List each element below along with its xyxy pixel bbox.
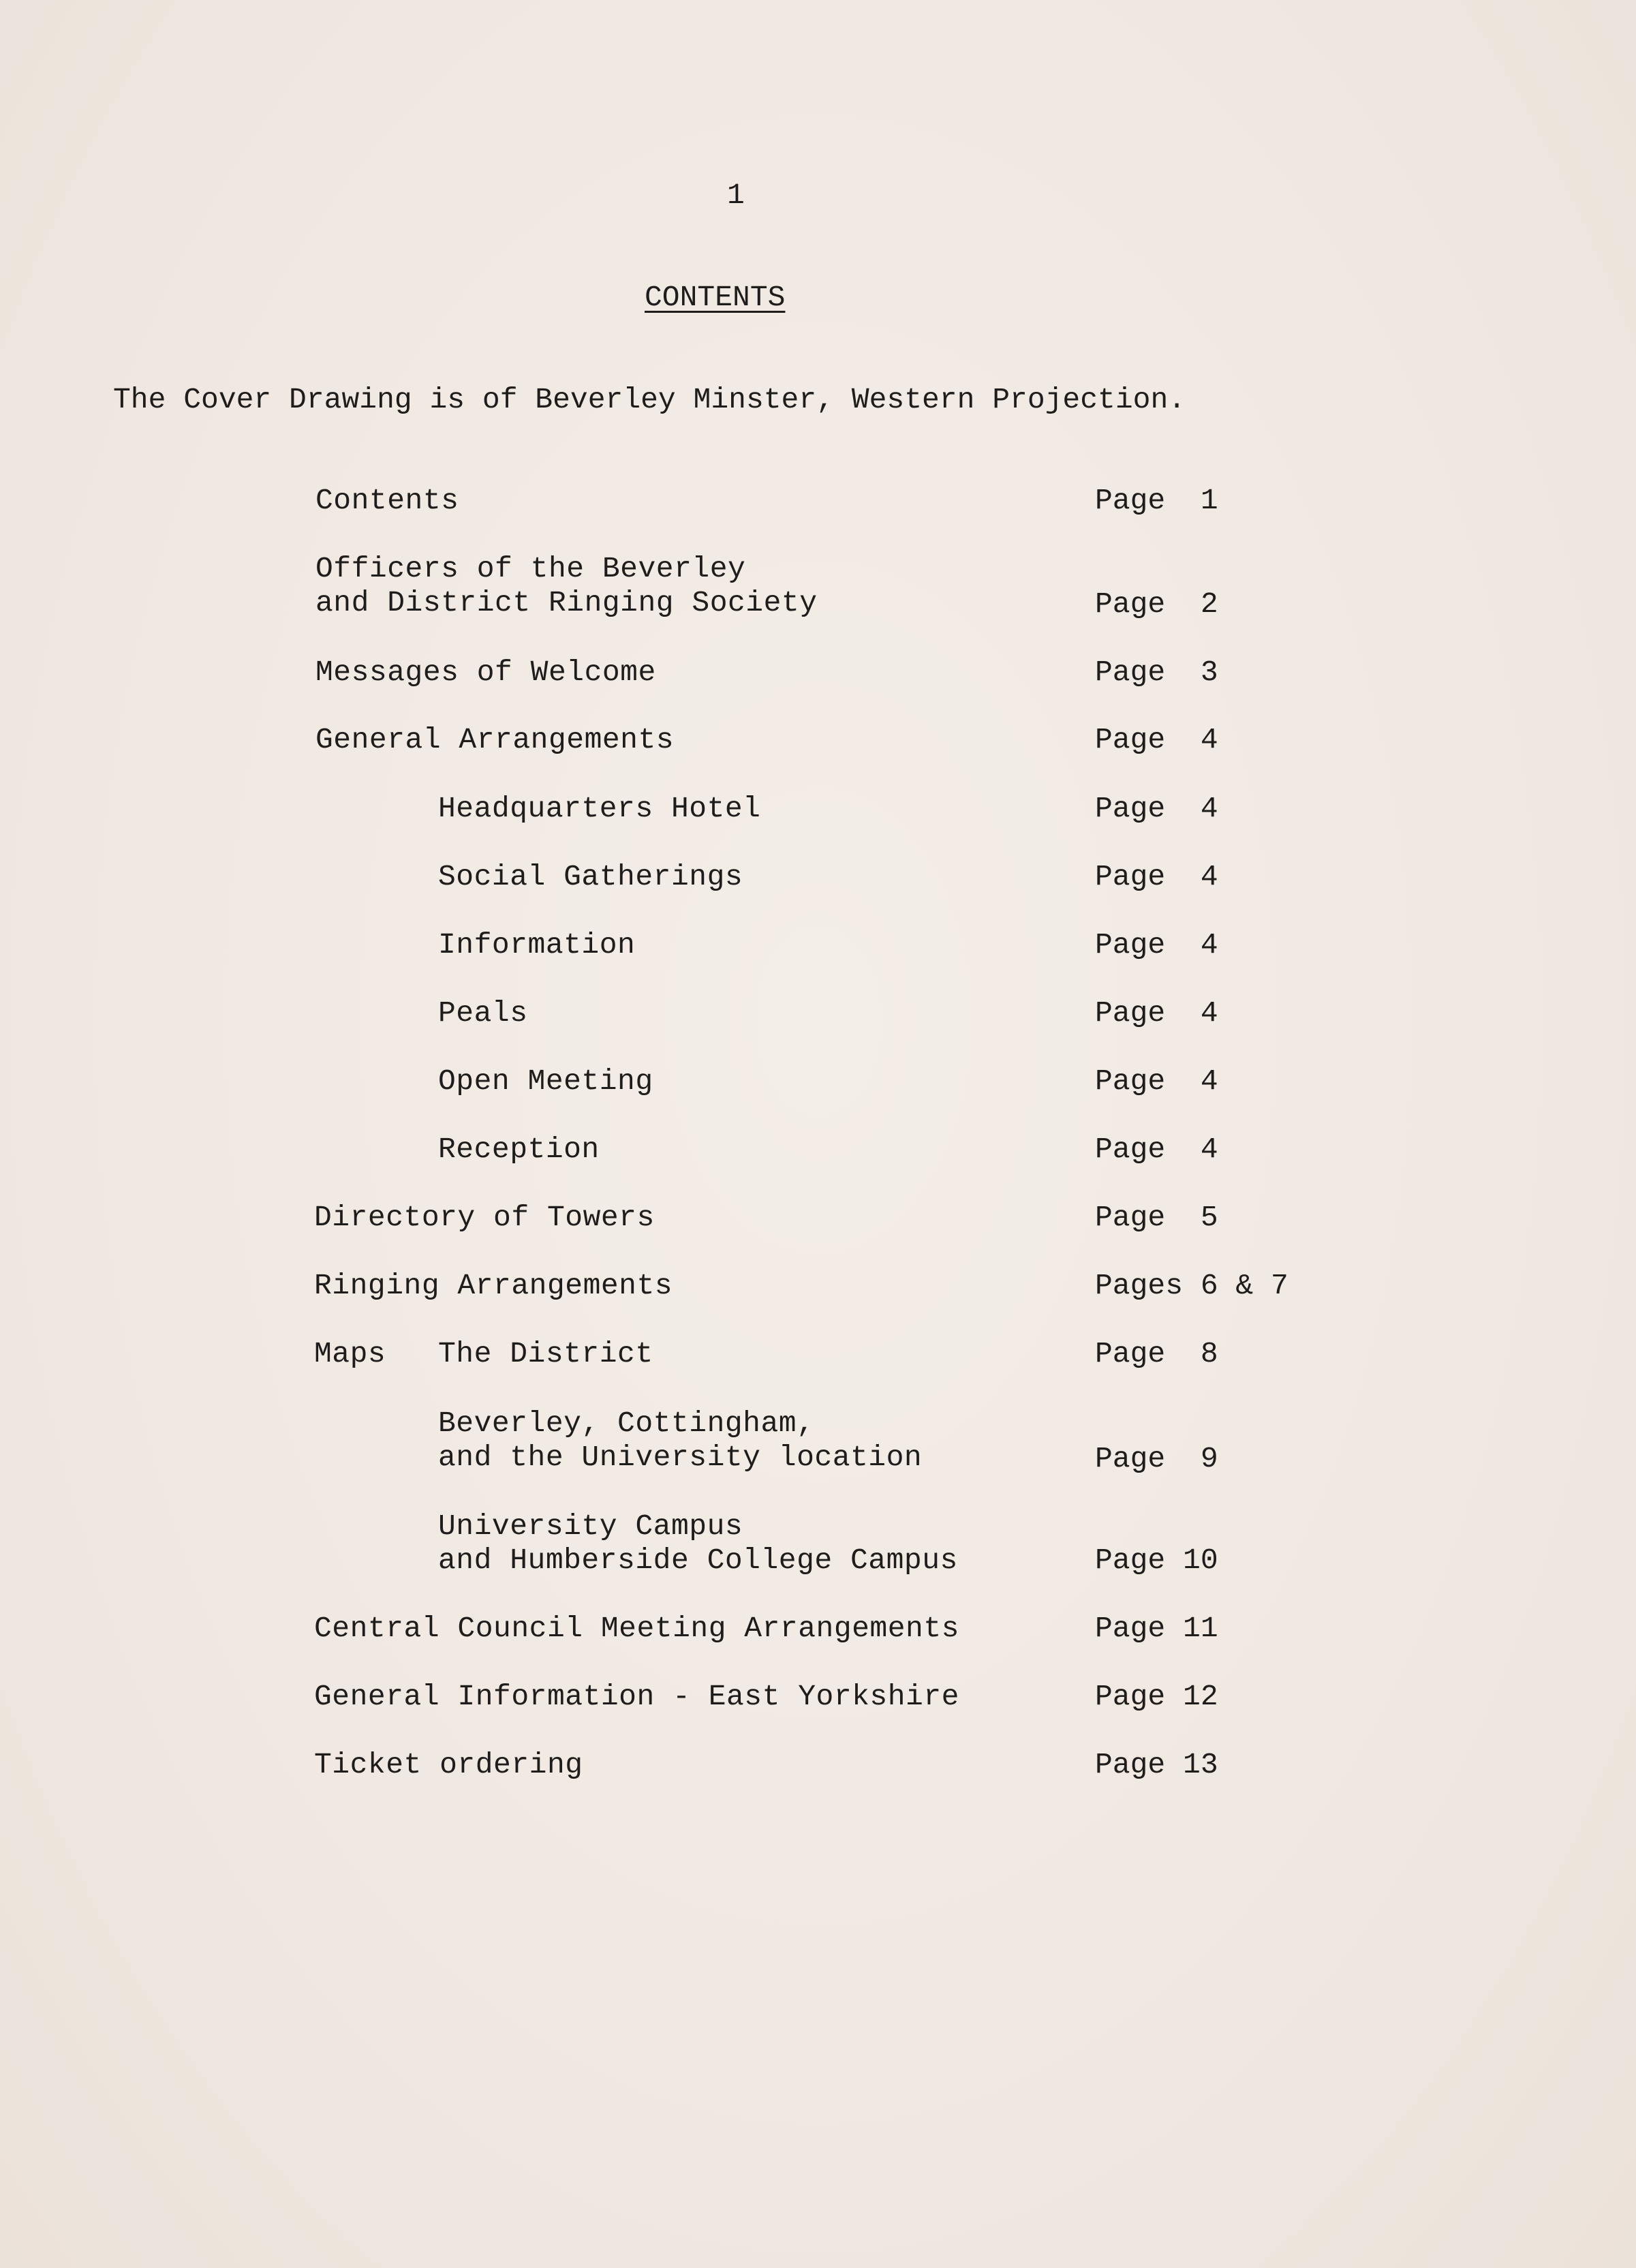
toc-entry-title: Central Council Meeting Arrangements bbox=[314, 1612, 959, 1645]
toc-entry-title: General Information - East Yorkshire bbox=[314, 1680, 959, 1713]
toc-entry-page: Page 12 bbox=[1095, 1680, 1218, 1713]
toc-entry-title: Ticket ordering bbox=[314, 1748, 583, 1781]
toc-entry-page: Page 2 bbox=[1095, 587, 1218, 621]
toc-entry-title: General Arrangements bbox=[315, 723, 675, 756]
toc-entry-title: Contents bbox=[315, 484, 459, 517]
toc-entry-page: Page 4 bbox=[1095, 792, 1218, 825]
contents-heading: CONTENTS bbox=[645, 281, 786, 314]
toc-subentry-title: Headquarters Hotel bbox=[438, 792, 761, 825]
toc-entry-page: Page 1 bbox=[1095, 484, 1218, 517]
cover-drawing-note: The Cover Drawing is of Beverley Minster, Western Projection. bbox=[113, 383, 1186, 416]
toc-subentry-title-line2: and Humberside College Campus bbox=[438, 1544, 958, 1577]
toc-subentry-title: Peals bbox=[438, 996, 528, 1030]
toc-entry-title: Messages of Welcome bbox=[315, 656, 656, 689]
toc-entry-page: Page 9 bbox=[1095, 1442, 1218, 1475]
toc-entry-title: Officers of the Beverley bbox=[315, 552, 746, 585]
toc-entry-page: Page 4 bbox=[1095, 723, 1218, 756]
toc-entry-page: Page 4 bbox=[1095, 928, 1218, 962]
toc-entry-page: Page 4 bbox=[1095, 996, 1218, 1030]
toc-entry-page: Page 10 bbox=[1095, 1544, 1218, 1577]
toc-entry-page: Page 11 bbox=[1095, 1612, 1218, 1645]
toc-subentry-title-line2: and the University location bbox=[438, 1441, 923, 1474]
toc-entry-title-line2: and District Ringing Society bbox=[315, 586, 818, 619]
toc-subentry-title: Beverley, Cottingham, bbox=[438, 1407, 815, 1440]
toc-subentry-title: Information bbox=[438, 928, 636, 962]
toc-entry-page: Page 13 bbox=[1095, 1748, 1218, 1781]
toc-entry-page: Pages 6 & 7 bbox=[1095, 1269, 1288, 1302]
toc-maps-label: Maps bbox=[314, 1337, 386, 1370]
toc-entry-page: Page 5 bbox=[1095, 1201, 1218, 1234]
toc-subentry-title: Reception bbox=[438, 1133, 600, 1166]
page-number: 1 bbox=[727, 179, 745, 212]
toc-subentry-title: The District bbox=[438, 1337, 653, 1370]
toc-entry-page: Page 3 bbox=[1095, 656, 1218, 689]
toc-entry-title: Ringing Arrangements bbox=[314, 1269, 673, 1302]
toc-subentry-title: Social Gatherings bbox=[438, 860, 743, 893]
toc-entry-page: Page 4 bbox=[1095, 1133, 1218, 1166]
toc-subentry-title: Open Meeting bbox=[438, 1064, 653, 1098]
toc-entry-title: Directory of Towers bbox=[314, 1201, 655, 1234]
toc-entry-page: Page 4 bbox=[1095, 860, 1218, 893]
toc-entry-page: Page 8 bbox=[1095, 1337, 1218, 1370]
toc-subentry-title: University Campus bbox=[438, 1510, 743, 1543]
toc-entry-page: Page 4 bbox=[1095, 1064, 1218, 1098]
